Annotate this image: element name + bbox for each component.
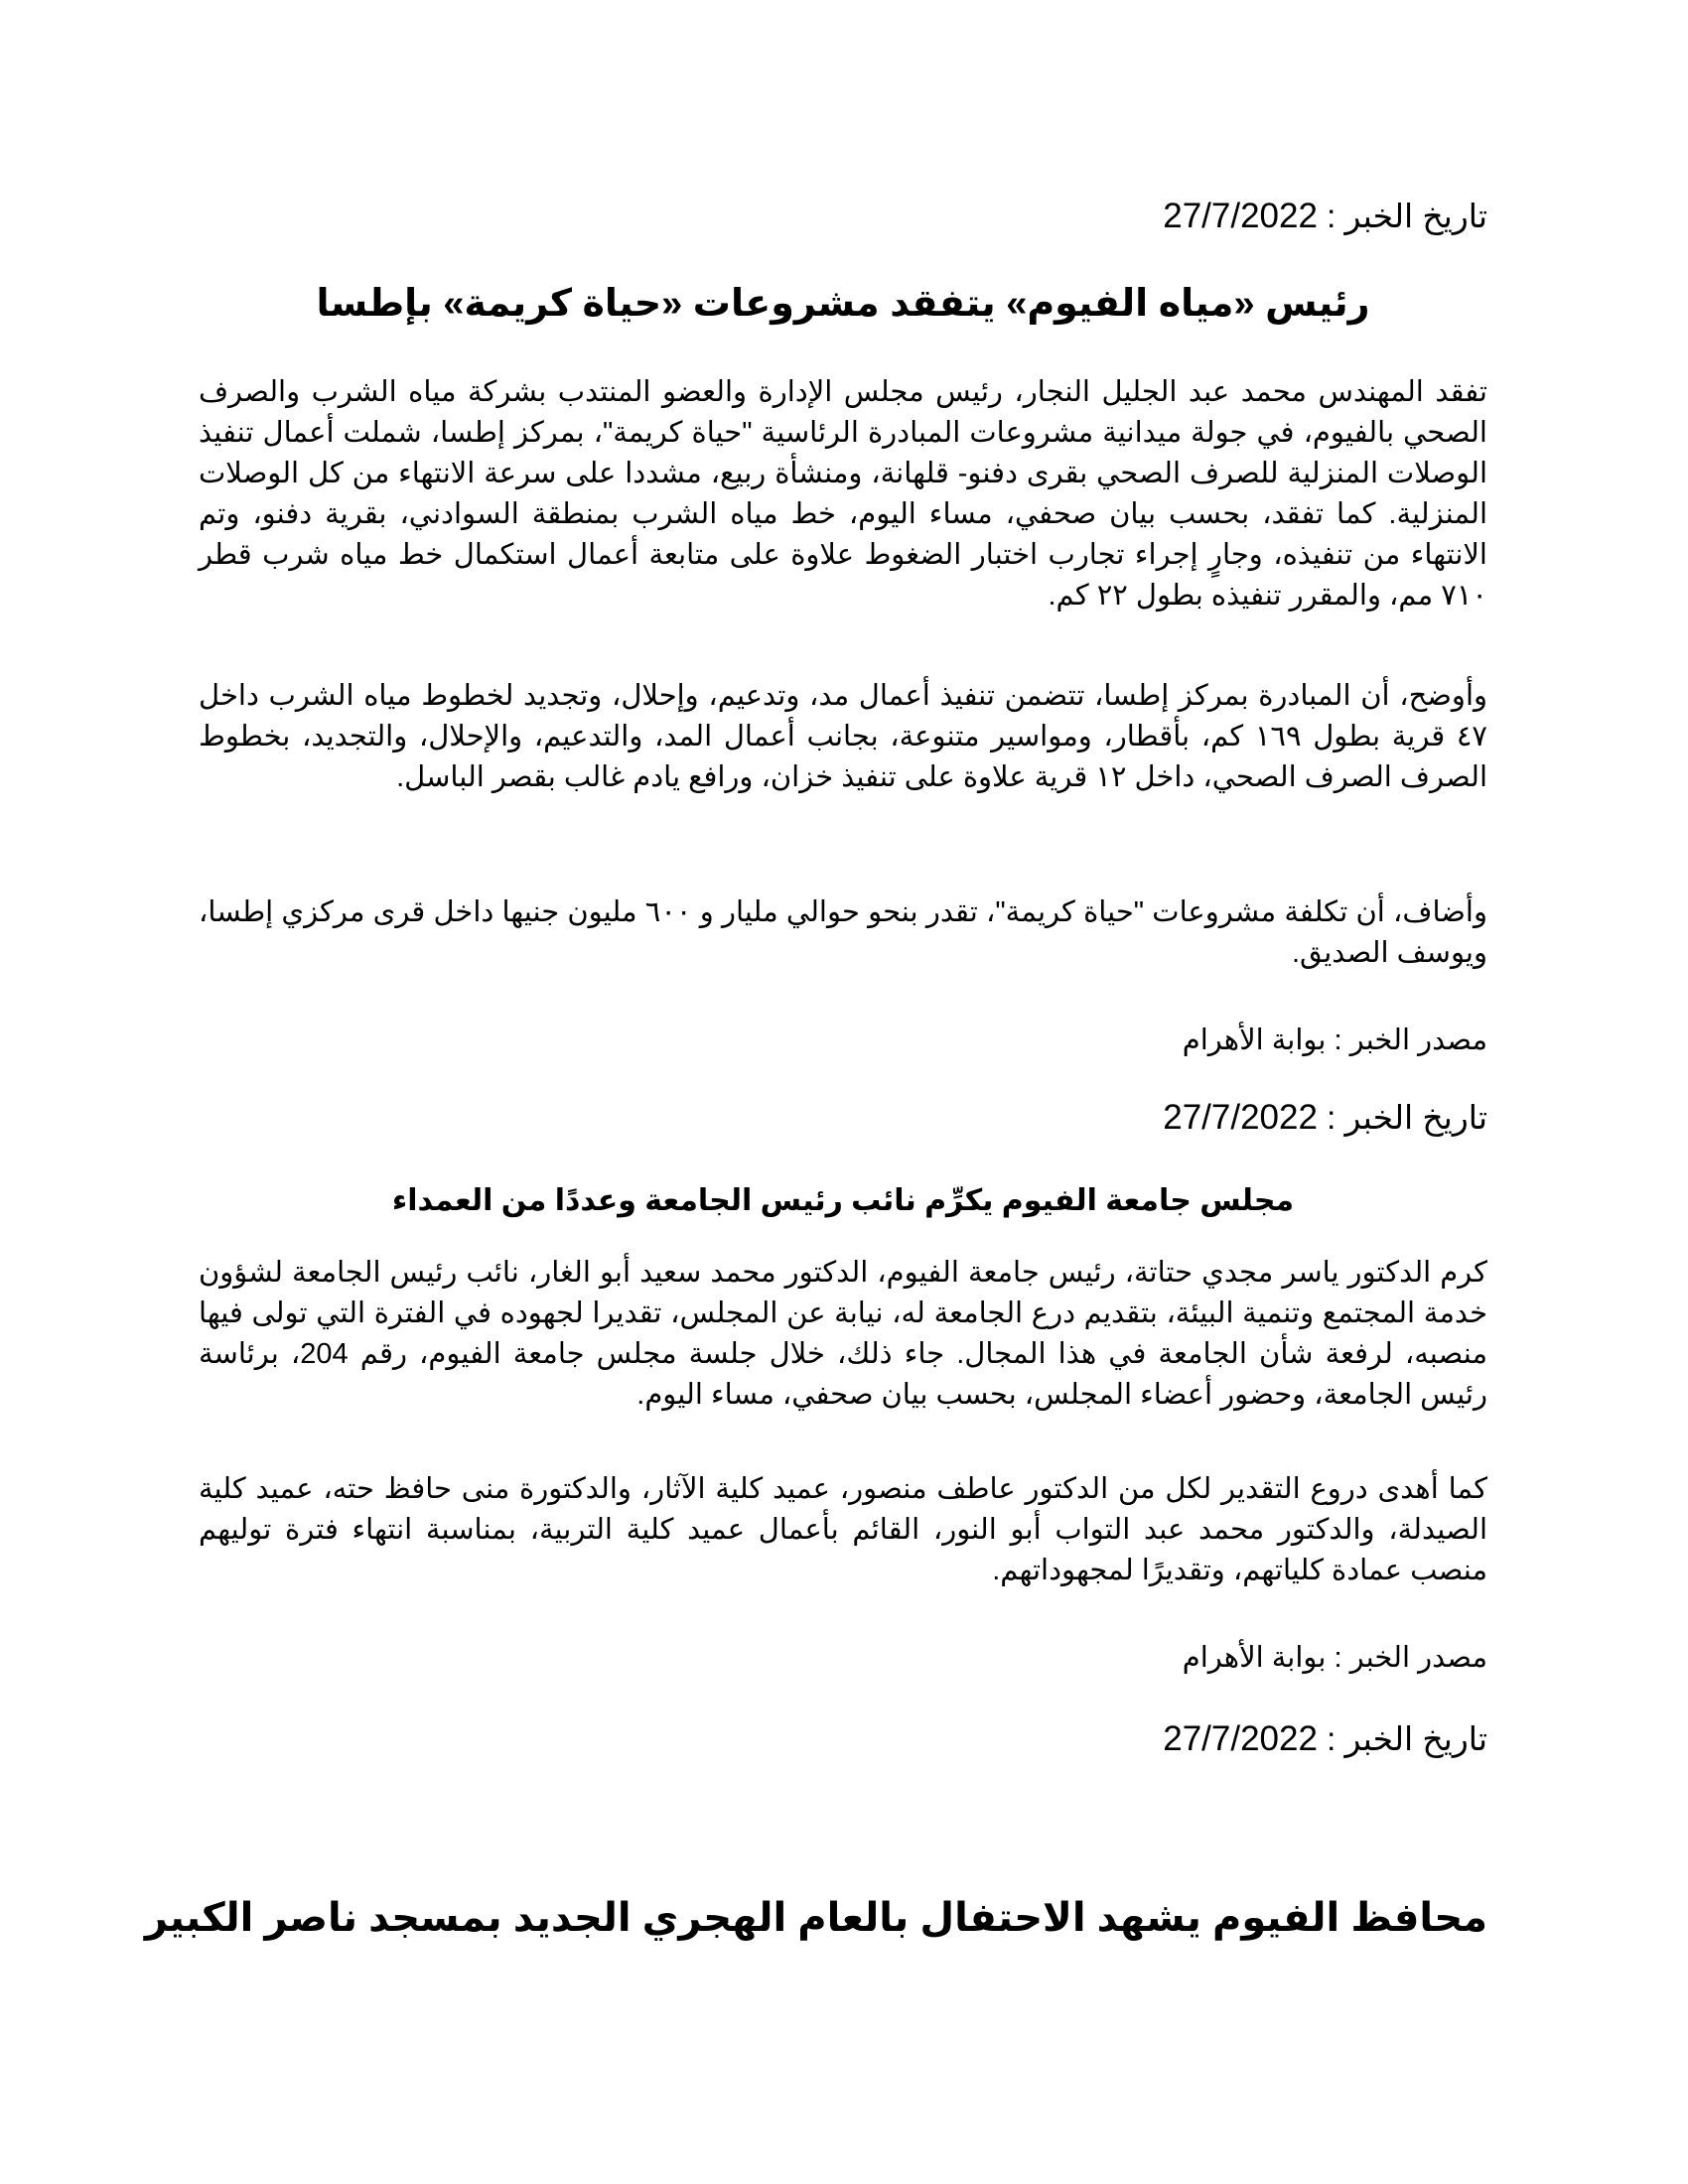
date-value: 27/7/2022 <box>1163 1719 1318 1758</box>
article-2-paragraph-1: كرم الدكتور ياسر مجدي حتاتة، رئيس جامعة الفيوم، الدكتور محمد سعيد أبو الغار، نائب رئيس الجامعة لشؤون خدمة المجتمع وتنمية البيئة، بتقديم درع الجامعة له، نيابة عن المجلس، تقديرا لجهوده في الفترة التي تولى فيها منصبه، لرفعة شأن الجامعة في هذا المجال. جاء ذلك، خلال جلسة مجلس جامعة الفيوم، رقم 204، برئاسة رئيس الجامعة، وحضور أعضاء المجلس، بحسب بيان صحفي، مساء اليوم. <box>199 1257 1487 1411</box>
article-2-date <box>199 1098 1487 1138</box>
article-1-paragraph-1: تفقد المهندس محمد عبد الجليل النجار، رئيس مجلس الإدارة والعضو المنتدب بشركة مياه الشرب والصرف الصحي بالفيوم، في جولة ميدانية مشروعات المبادرة الرئاسية "حياة كريمة"، بمركز إطسا، شملت أعمال تنفيذ الوصلات المنزلية للصرف الصحي بقرى دفنو- قلهانة، ومنشأة ربيع، مشددا على سرعة الانتهاء من كل الوصلات المنزلية. كما تفقد، بحسب بيان صحفي، مساء اليوم، خط مياه الشرب بمنطقة السوادني، بقرية دفنو، وتم الانتهاء من تنفيذه، وجارٍ إجراء تجارب اختبار الضغوط علاوة على متابعة أعمال استكمال خط مياه شرب قطر ٧١٠ مم، والمقرر تنفيذه بطول ٢٢ كم. <box>199 376 1487 612</box>
date-value: 27/7/2022 <box>1163 197 1318 235</box>
article-2-title: مجلس جامعة الفيوم يكرِّم نائب رئيس الجامعة وعددًا من العمداء <box>391 1184 1295 1217</box>
article-2-paragraph-2: كما أهدى دروع التقدير لكل من الدكتور عاطف منصور، عميد كلية الآثار، والدكتورة منى حافظ حته، عميد كلية الصيدلة، والدكتور محمد عبد التواب أبو النور، القائم بأعمال عميد كلية التربية، بمناسبة انتهاء فترة توليهم منصب عمادة كلياتهم، وتقديرًا لمجهوداتهم. <box>199 1473 1487 1586</box>
date-label: تاريخ الخبر : <box>1327 1720 1487 1757</box>
date-value: 27/7/2022 <box>1163 1098 1318 1137</box>
article-3-title: محافظ الفيوم يشهد الاحتفال بالعام الهجري الجديد بمسجد ناصر الكبير <box>144 1896 1487 1940</box>
article-1-paragraph-2: وأوضح، أن المبادرة بمركز إطسا، تتضمن تنفيذ أعمال مد، وتدعيم، وإحلال، وتجديد لخطوط مياه الشرب داخل ٤٧ قرية بطول ١٦٩ كم، بأقطار، ومواسير متنوعة، بجانب أعمال المد، والتدعيم، والإحلال، والتجديد، بخطوط الصرف الصرف الصحي، داخل ١٢ قرية علاوة على تنفيذ خزان، ورافع يادم غالب بقصر الباسل. <box>199 680 1487 793</box>
article-3-date <box>199 1719 1487 1759</box>
article-1-source: مصدر الخبر : بوابة الأهرام <box>1182 1024 1487 1056</box>
article-1-date <box>199 197 1487 236</box>
article-2-source: مصدر الخبر : بوابة الأهرام <box>1182 1642 1487 1674</box>
date-label: تاريخ الخبر : <box>1327 198 1487 234</box>
date-label: تاريخ الخبر : <box>1327 1099 1487 1136</box>
article-1-title: رئيس «مياه الفيوم» يتفقد مشروعات «حياة كريمة» بإطسا <box>316 283 1370 325</box>
article-1-paragraph-3: وأضاف، أن تكلفة مشروعات "حياة كريمة"، تقدر بنحو حوالي مليار و ٦٠٠ مليون جنيها داخل قرى مركزي إطسا، ويوسف الصديق. <box>199 896 1487 969</box>
